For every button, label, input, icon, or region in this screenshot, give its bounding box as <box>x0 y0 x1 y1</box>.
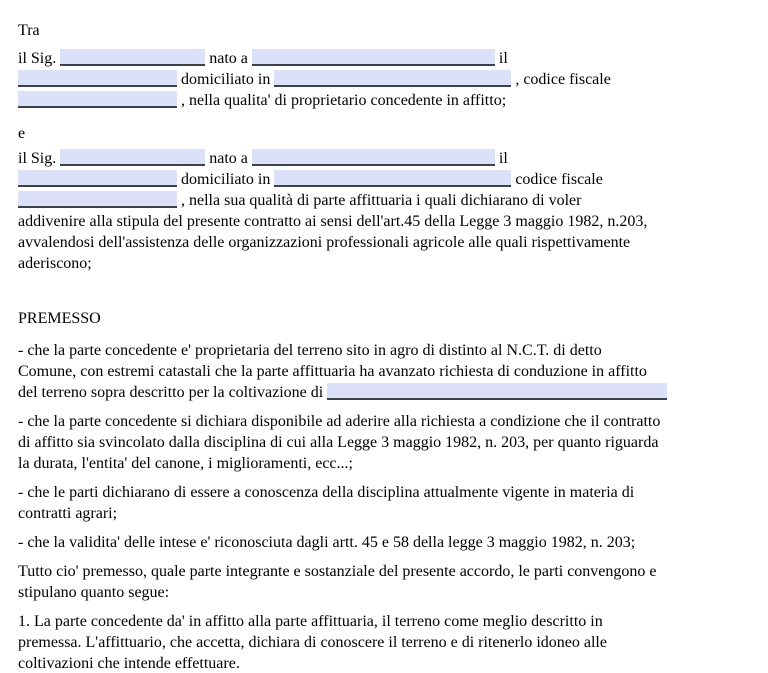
premessa-clause-4 <box>18 532 750 553</box>
party2-domiciliato-label: domiciliato in <box>181 171 271 188</box>
clause-3-line-2: contratti agrari; <box>18 505 118 522</box>
clause-2-line-2: di affitto sia svincolato dalla disciplina di cui alla Legge 3 maggio 1982, n. 203, per quanto riguarda <box>18 434 659 451</box>
clause-2-line-1: - che la parte concedente si dichiara disponibile ad aderire alla richiesta a condizione che il contratto <box>18 413 661 430</box>
party1-birthdate-field[interactable] <box>18 70 177 87</box>
clause-1-line-2: Comune, con estremi catastali che la parte affittuaria ha avanzato richiesta di conduzione in affitto <box>18 363 647 380</box>
party2-il-sig-label: il Sig. <box>18 150 57 167</box>
stipulation-line-2: stipulano quanto segue: <box>18 584 170 601</box>
party2-line-2 <box>18 169 750 190</box>
clause-4-line-1: - che la validita' delle intese e' riconosciuta dagli artt. 45 e 58 della legge 3 maggio 1982, n. 203; <box>18 534 636 551</box>
party1-block <box>18 48 750 111</box>
stipulation-intro <box>18 561 750 603</box>
party1-line-3 <box>18 90 750 111</box>
party2-continuation-line-2: avvalendosi dell'assistenza delle organizzazioni professionali agricole alle quali rispettivamente <box>18 234 631 251</box>
party1-il-sig-label: il Sig. <box>18 50 57 67</box>
party2-line-1 <box>18 148 750 169</box>
party2-birthdate-field[interactable] <box>18 170 177 187</box>
clause-3-line-1: - che le parti dichiarano di essere a conoscenza della disciplina attualmente vigente in materia di <box>18 484 635 501</box>
party2-codice-fiscale-label: codice fiscale <box>515 171 603 188</box>
party1-line-1 <box>18 48 750 69</box>
article-1-line-2: premessa. L'affittuario, che accetta, dichiara di conoscere il terreno e di ritenerlo idoneo alle <box>18 634 607 651</box>
cultivation-field[interactable] <box>327 383 667 400</box>
tra-label: Tra <box>18 22 40 39</box>
party2-name-field[interactable] <box>60 149 205 166</box>
stipulation-line-1: Tutto cio' premesso, quale parte integrante e sostanziale del presente accordo, le parti convengono e <box>18 563 657 580</box>
party2-continuation-line-3: aderiscono; <box>18 255 92 272</box>
article-1 <box>18 611 750 673</box>
party2-fiscal-code-field[interactable] <box>18 191 177 208</box>
e-label: e <box>18 125 26 142</box>
party1-name-field[interactable] <box>60 49 205 66</box>
cultivation-label: del terreno sopra descritto per la coltivazione di <box>18 384 324 401</box>
article-1-line-1: 1. La parte concedente da' in affitto alla parte affittuaria, il terreno come meglio descritto in <box>18 613 603 630</box>
article-1-line-3: coltivazioni che intende effettuare. <box>18 655 240 672</box>
premessa-clause-1 <box>18 340 750 403</box>
party1-fiscal-code-field[interactable] <box>18 91 177 108</box>
party2-qualita-label: , nella sua qualità di parte affittuaria i quali dichiarano di voler <box>181 192 582 209</box>
clause-1-line-3 <box>18 382 750 403</box>
party1-codice-fiscale-label: , codice fiscale <box>515 71 611 88</box>
party2-il-label: il <box>498 150 508 167</box>
party2-line-3 <box>18 190 750 211</box>
clause-2-line-3: la durata, l'entita' del canone, i miglioramenti, ecc...; <box>18 455 353 472</box>
premessa-clause-2 <box>18 411 750 474</box>
party2-block <box>18 148 750 274</box>
party1-qualita-label: , nella qualita' di proprietario concedente in affitto; <box>181 92 507 109</box>
party2-continuation-line-1: addivenire alla stipula del presente contratto ai sensi dell'art.45 della Legge 3 maggio 1982, n.203, <box>18 213 648 230</box>
party1-line-2 <box>18 69 750 90</box>
party1-residence-field[interactable] <box>274 70 511 87</box>
clause-1-line-1: - che la parte concedente e' proprietaria del terreno sito in agro di distinto al N.C.T. di detto <box>18 342 602 359</box>
party1-nato-a-label: nato a <box>209 50 248 67</box>
party1-birthplace-field[interactable] <box>252 49 495 66</box>
premessa-clause-3 <box>18 482 750 524</box>
premesso-heading: PREMESSO <box>18 310 101 327</box>
party1-domiciliato-label: domiciliato in <box>181 71 271 88</box>
party1-il-label: il <box>498 50 508 67</box>
party2-birthplace-field[interactable] <box>252 149 495 166</box>
party2-nato-a-label: nato a <box>209 150 248 167</box>
party2-residence-field[interactable] <box>274 170 511 187</box>
